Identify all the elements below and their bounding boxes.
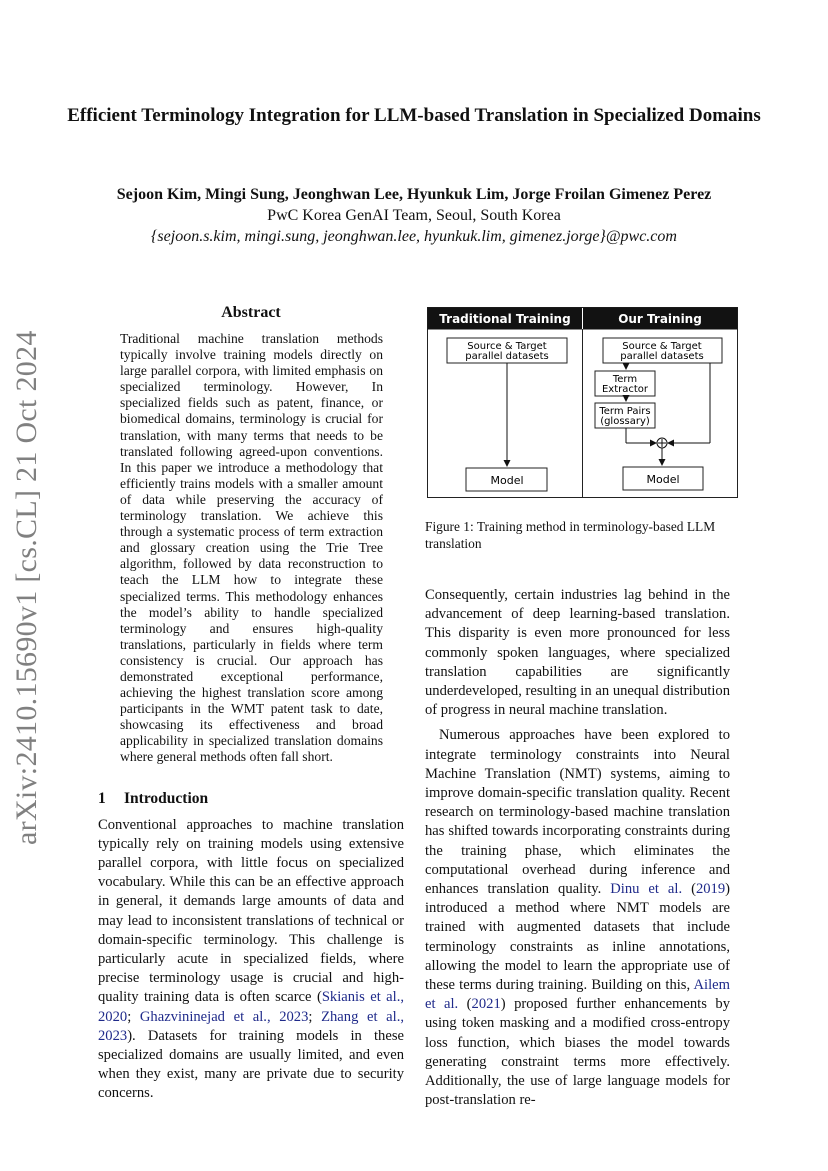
right-paragraph-2 (425, 726, 730, 1110)
paper-title (0, 104, 828, 128)
citation-link-zhang[interactable]: Zhang et al., 2023 (98, 1008, 404, 1044)
right-column (425, 586, 730, 1110)
citation-paren: ( (682, 881, 696, 898)
figure-training-method (427, 307, 739, 498)
arxiv-identifier: arXiv:2410.15690v1 [cs.CL] 21 Oct 2024 (10, 330, 43, 845)
citation-paren: ( (458, 996, 472, 1013)
intro-paragraph (98, 816, 404, 1104)
abstract-text: Traditional machine translation methods typically involve training models directly on large parallel corpora, with limited emphasis on specialized terminology. However, In specialized fields such as patent, finance, or biomedical domains, terminology is crucial for translation, with many terms that needs to be translated following agreed-upon conventions. In this paper we introduce a methodology that efficiently trains models with a smaller amount of data while preserving the accuracy of terminology translation. We achieve this through a systematic process of term extraction and glossary creation using the Trie Tree algorithm, followed by data reconstruction to teach the LLM how to integrate these specialized terms. This methodology enhances the model’s ability to handle specialized terminology and ensures high-quality translations, particularly in fields where term consistency is crucial. Our approach has demonstrated exceptional performance, achieving the highest translation score among participants in the WMT patent task to date, showcasing its effectiveness and broad applicability in specialized translation domains where general methods often fall short. (120, 331, 383, 765)
figure-caption: Figure 1: Training method in terminology-based LLM translation (425, 519, 716, 551)
citation-link-skianis[interactable]: Skianis et al., 2020 (98, 989, 404, 1025)
term-extractor-label-2: Extractor (601, 384, 649, 395)
citation-separator: ; (127, 1008, 140, 1025)
right-text-a: Numerous approaches have been explored to integrate terminology constraints into Neural Machine Translation (NMT) systems, aiming to improve domain-specific translation quality. Recent research on terminology-based machine translation has shifted towards incorporating constraints during the training phase, which eliminates the computational overhead during inference and enhances translation quality. (425, 727, 730, 898)
paper-title-text: Efficient Terminology Integration for LLM-based Translation in Specialized Domains (67, 105, 761, 126)
header-our-training: Our Training (618, 312, 702, 326)
right-text-b: introduced a method where NMT models are trained with augmented datasets that include terminology constraints as inline annotations, allowing the model to learn the appropriate use of these terms during training. Building on this, (425, 900, 730, 994)
left-column (98, 304, 404, 1104)
author-block (0, 184, 828, 247)
training-diagram (427, 307, 739, 498)
term-pairs-label-2: (glossary) (600, 416, 650, 427)
left-source-label-1: Source & Target (467, 341, 547, 352)
citation-paren: ) (725, 881, 731, 898)
citation-separator: ; (308, 1008, 322, 1025)
affiliation: PwC Korea GenAI Team, Seoul, South Korea (267, 207, 561, 224)
left-model-label: Model (490, 474, 524, 487)
citation-link-dinu[interactable]: Dinu et al. (610, 881, 683, 898)
citation-link-dinu-year[interactable]: 2019 (695, 881, 726, 898)
section-heading-introduction (98, 790, 404, 808)
citation-link-ailem-year[interactable]: 2021 (471, 996, 501, 1013)
right-text-c: proposed further enhancements by using token masking and a modified cross-entropy loss function, which biases the model towards generating constraint terms more effectively. Additionally, the use of large language models for post-translation re- (425, 996, 730, 1109)
section-number: 1 (98, 789, 106, 807)
term-pairs-label-1: Term Pairs (599, 406, 651, 417)
header-traditional-training: Traditional Training (439, 312, 571, 326)
author-names: Sejoon Kim, Mingi Sung, Jeonghwan Lee, Hyunkuk Lim, Jorge Froilan Gimenez Perez (116, 186, 712, 203)
title-block (0, 104, 828, 128)
intro-text-b: ). Datasets for training models in these specialized domains are usually limited, and even when they exist, many are private due to security concerns. (98, 1027, 404, 1102)
right-paragraph-1: Consequently, certain industries lag behind in the advancement of deep learning-based translation. This disparity is even more pronounced for less commonly spoken languages, where specialized translation capabilities are significantly underdeveloped, resulting in an unequal distribution of progress in neural machine translation. (425, 587, 730, 719)
citation-paren: ) (500, 996, 506, 1013)
right-source-label-2: parallel datasets (620, 351, 704, 362)
citation-link-ghazvininejad[interactable]: Ghazvininejad et al., 2023 (139, 1008, 309, 1025)
citation-link-ailem[interactable]: Ailem et al. (425, 977, 730, 1013)
right-source-label-1: Source & Target (622, 341, 702, 352)
right-model-label: Model (646, 473, 680, 486)
intro-text-a: Conventional approaches to machine translation typically rely on training models using extensive parallel corpora, with little focus on specialized vocabulary. While this can be an effective approach in general, it demands large amounts of data and may lead to inconsistent translations of technical or domain-specific terminology. This challenge is particularly acute in specialized fields, where precise terminology usage is crucial and high-quality training data is often scarce ( (98, 816, 404, 1006)
section-title: Introduction (124, 789, 209, 807)
left-source-label-2: parallel datasets (465, 351, 549, 362)
author-emails: {sejoon.s.kim, mingi.sung, jeonghwan.lee, hyunkuk.lim, gimenez.jorge}@pwc.com (151, 228, 677, 245)
term-extractor-label-1: Term (612, 374, 638, 385)
abstract-heading: Abstract (221, 304, 281, 321)
